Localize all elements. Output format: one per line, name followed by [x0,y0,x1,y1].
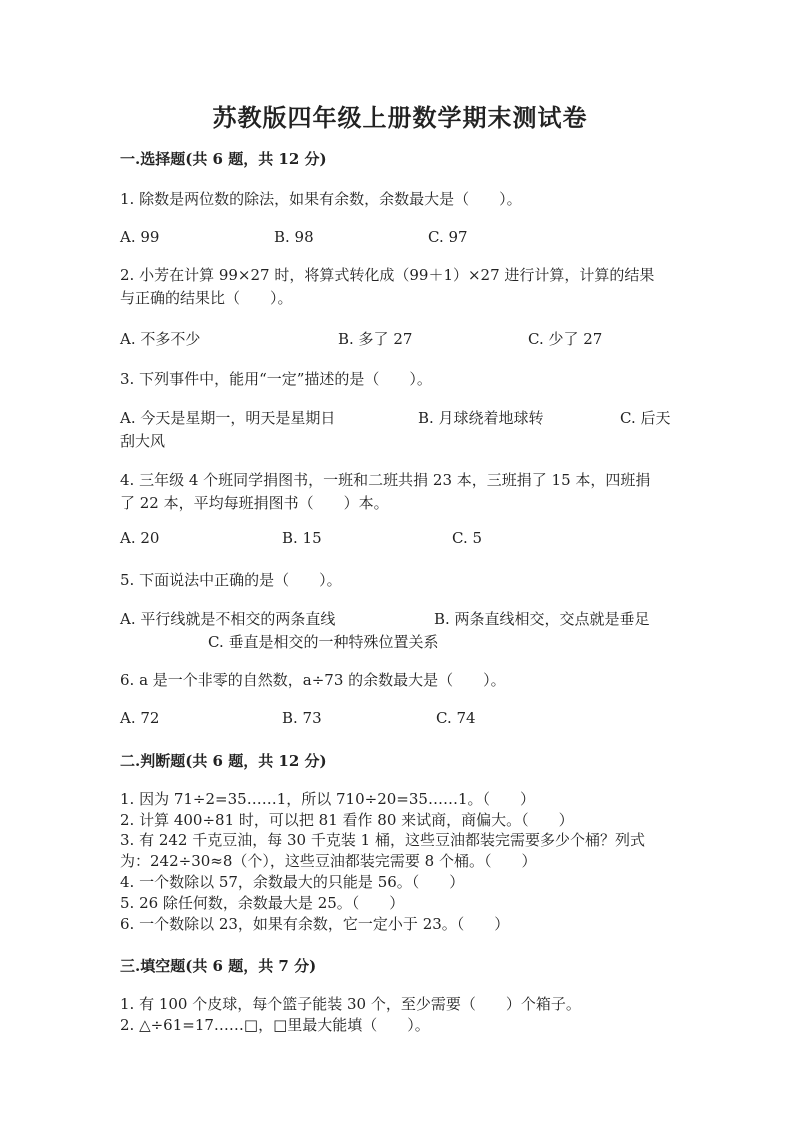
q5-option-b: B. 两条直线相交，交点就是垂足 [434,610,650,628]
q4-option-a: A. 20 [120,529,160,547]
q6-option-b: B. 73 [282,709,322,727]
judgement-line-4: 4. 一个数除以 57，余数最大的只能是 56。（ ） [120,873,465,891]
q1-option-a: A. 99 [120,228,160,246]
q4-option-c: C. 5 [452,529,483,547]
judgement-line-3: 3. 有 242 千克豆油，每 30 千克装 1 桶，这些豆油都装完需要多少个桶？列式 [120,831,645,849]
q2-option-c: C. 少了 27 [528,330,603,348]
judgement-line-5: 5. 26 除任何数，余数最大是 25。（ ） [120,894,405,912]
q4-option-b: B. 15 [282,529,322,547]
judgement-line-2: 2. 计算 400÷81 时，可以把 81 看作 80 来试商，商偏大。（ ） [120,811,574,829]
question-5-stem: 5. 下面说法中正确的是（ ）。 [120,571,342,589]
judgement-line-6: 6. 一个数除以 23，如果有余数，它一定小于 23。（ ） [120,915,510,933]
fill-in-line-2: 2. △÷61=17……□，□里最大能填（ ）。 [120,1016,430,1034]
question-2-stem-line-2: 与正确的结果比（ ）。 [120,289,293,307]
q1-option-c: C. 97 [428,228,468,246]
question-6-stem: 6. a 是一个非零的自然数，a÷73 的余数最大是（ ）。 [120,671,506,689]
question-2-stem-line-1: 2. 小芳在计算 99×27 时，将算式转化成（99＋1）×27 进行计算，计算的结果 [120,266,655,284]
question-4-stem-line-1: 4. 三年级 4 个班同学捐图书，一班和二班共捐 23 本，三班捐了 15 本，四班捐 [120,471,651,489]
section-heading-judgement: 二.判断题(共 6 题，共 12 分) [120,752,327,770]
section-heading-choice: 一.选择题(共 6 题，共 12 分) [120,150,327,168]
q2-option-b: B. 多了 27 [338,330,413,348]
q3-option-c-continued: 刮大风 [120,432,166,450]
question-1-stem: 1. 除数是两位数的除法，如果有余数，余数最大是（ ）。 [120,190,522,208]
section-heading-fill-in: 三.填空题(共 6 题，共 7 分) [120,957,317,975]
q5-option-c: C. 垂直是相交的一种特殊位置关系 [208,633,439,651]
question-3-stem: 3. 下列事件中，能用“一定”描述的是（ ）。 [120,370,432,388]
q5-option-a: A. 平行线就是不相交的两条直线 [120,610,336,628]
q3-option-a: A. 今天是星期一，明天是星期日 [120,409,336,427]
q6-option-a: A. 72 [120,709,160,727]
fill-in-line-1: 1. 有 100 个皮球，每个篮子能装 30 个，至少需要（ ）个箱子。 [120,995,581,1013]
question-4-stem-line-2: 了 22 本，平均每班捐图书（ ）本。 [120,494,389,512]
q6-option-c: C. 74 [436,709,476,727]
judgement-line-3-continued: 为：242÷30≈8（个），这些豆油都装完需要 8 个桶。（ ） [120,852,537,870]
q2-option-a: A. 不多不少 [120,330,201,348]
page-title: 苏教版四年级上册数学期末测试卷 [212,103,588,132]
q3-option-c: C. 后天 [620,409,671,427]
judgement-line-1: 1. 因为 71÷2=35……1，所以 710÷20=35……1。（ ） [120,790,535,808]
q1-option-b: B. 98 [274,228,314,246]
q3-option-b: B. 月球绕着地球转 [418,409,544,427]
